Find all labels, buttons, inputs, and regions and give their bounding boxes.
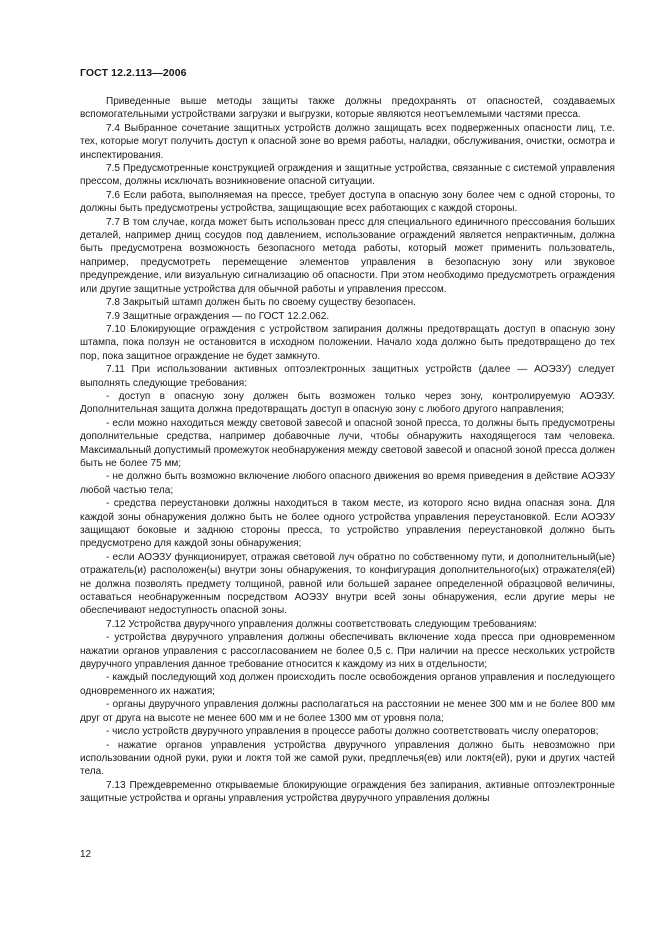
page-number: 12 bbox=[80, 849, 92, 860]
paragraph-7-6: 7.6 Если работа, выполняемая на прессе, требует доступа в опасную зону более чем с одной стороны, то должны быть предусмотрены устройства, защищающие всех работающих с каждой стороны. bbox=[80, 189, 615, 215]
document-body bbox=[80, 95, 615, 806]
paragraph-7-7: 7.7 В том случае, когда может быть использован пресс для специального единичного прессования больших деталей, например днищ сосудов под давлением, использование ограждений является непрактичным, должна быть предусмотрена возможность безопасного метода работы, который может применить пользователь, например, предусмотреть перемещение элементов управления в безопасную зону или звуковое предупреждение, или визуальную сигнализацию об опасности. При этом необходимо предусмотреть ограждения или другие защитные устройства для обычной работы и управления прессом. bbox=[80, 216, 615, 295]
paragraph-7-10: 7.10 Блокирующие ограждения с устройством запирания должны предотвращать доступ в опасную зону штампа, пока ползун не остановится в исходном положении. Начало хода должно быть предотвращено до тех пор, пока защитное ограждение не будет замкнуто. bbox=[80, 323, 615, 362]
list-item-7-12-operators: - число устройств двуручного управления в процессе работы должно соответствовать числу операторов; bbox=[106, 726, 599, 738]
list-item-7-12-next-stroke: - каждый последующий ход должен происходить после освобождения органов управления и последующего одновременного их нажатия; bbox=[80, 672, 615, 697]
list-item-7-11-reflector: - если АОЭЗУ функционирует, отражая световой луч обратно по собственному пути, и дополнительный(ые) отражатель(и) расположен(ы) внутри зоны обнаружения, то конфигурация дополнительного(ых) отражателя(ей) не должна позволять предмету толщиной, равной или большей заранее определенной образцовой величины, оставаться необнаруженным посредством АОЭЗУ внутри всей зоны обнаружения, если другие меры не обеспечивают недоступность опасной зоны. bbox=[80, 551, 615, 617]
paragraph-7-4: 7.4 Выбранное сочетание защитных устройств должно защищать всех подверженных опасности лиц, т.е. тех, которые могут получить доступ к опасной зоне во время работы, наладки, обслуживания, очистки, осмотра и инспектирования. bbox=[80, 122, 615, 161]
list-item-7-12-distance: - органы двуручного управления должны располагаться на расстоянии не менее 300 мм и не более 800 мм друг от друга на высоте не менее 600 мм и не более 1300 мм от уровня пола; bbox=[80, 699, 615, 724]
list-item-7-11-access: - доступ в опасную зону должен быть возможен только через зону, контролируемую АОЭЗУ. Дополнительная защита должна предотвращать доступ в опасную зону с любого другого направления; bbox=[80, 390, 615, 416]
list-item-7-11-no-motion: - не должно быть возможно включение любого опасного движения во время приведения в действие АОЭЗУ любой частью тела; bbox=[80, 471, 615, 496]
paragraph-7-8: 7.8 Закрытый штамп должен быть по своему существу безопасен. bbox=[106, 297, 416, 309]
paragraph-7-5: 7.5 Предусмотренные конструкцией ограждения и защитные устройства, связанные с системой управления прессом, должны исключать возникновение опасной ситуации. bbox=[80, 163, 615, 188]
paragraph-7-9: 7.9 Защитные ограждения — по ГОСТ 12.2.062. bbox=[106, 310, 330, 322]
list-item-7-11-reset: - средства переустановки должны находиться в таком месте, из которого ясно видна опасная зона. Для каждой зоны обнаружения должно быть не более одного устройства управления переустановкой. Если АОЭЗУ защищают боковые и заднюю стороны пресса, то устройство управления переустановкой должно быть предусмотрено для каждой зоны обнаружения; bbox=[80, 498, 615, 550]
paragraph-7-12: 7.12 Устройства двуручного управления должны соответствовать следующим требованиям: bbox=[106, 618, 537, 630]
paragraph-7-13: 7.13 Преждевременно открываемые блокирующие ограждения без запирания, активные оптоэлектронные защитные устройства и органы управления устройства двуручного управления должны bbox=[80, 779, 615, 805]
list-item-7-12-simultaneous: - устройства двуручного управления должны обеспечивать включение хода пресса при одновременном нажатии органов управления с рассогласованием не более 0,5 с. При наличии на прессе нескольких устройств двуручного управления данное требование относится к каждому из них в отдельности; bbox=[80, 632, 615, 671]
list-item-7-11-curtain-gap: - если можно находиться между световой завесой и опасной зоной пресса, то должны быть предусмотрены дополнительные средства, например добавочные лучи, чтобы обнаружить находящегося там человека. Максимальный допустимый промежуток необнаружения между световой завесой и опасной зоной пресса должен быть не более 75 мм; bbox=[80, 417, 615, 469]
list-item-7-12-one-hand: - нажатие органов управления устройства двуручного управления должно быть невозможно при использовании одной руки, руки и локтя той же самой руки, предплечья(ев) или локтя(ей), руки и других частей тела. bbox=[80, 739, 615, 778]
document-header: ГОСТ 12.2.113—2006 bbox=[80, 67, 187, 79]
paragraph-7-11: 7.11 При использовании активных оптоэлектронных защитных устройств (далее — АОЭЗУ) следует выполнять следующие требования: bbox=[80, 364, 615, 389]
paragraph-methods-note: Приведенные выше методы защиты также должны предохранять от опасностей, создаваемых вспомогательными устройствами загрузки и выгрузки, которые являются неотъемлемыми частями пресса. bbox=[80, 96, 615, 121]
